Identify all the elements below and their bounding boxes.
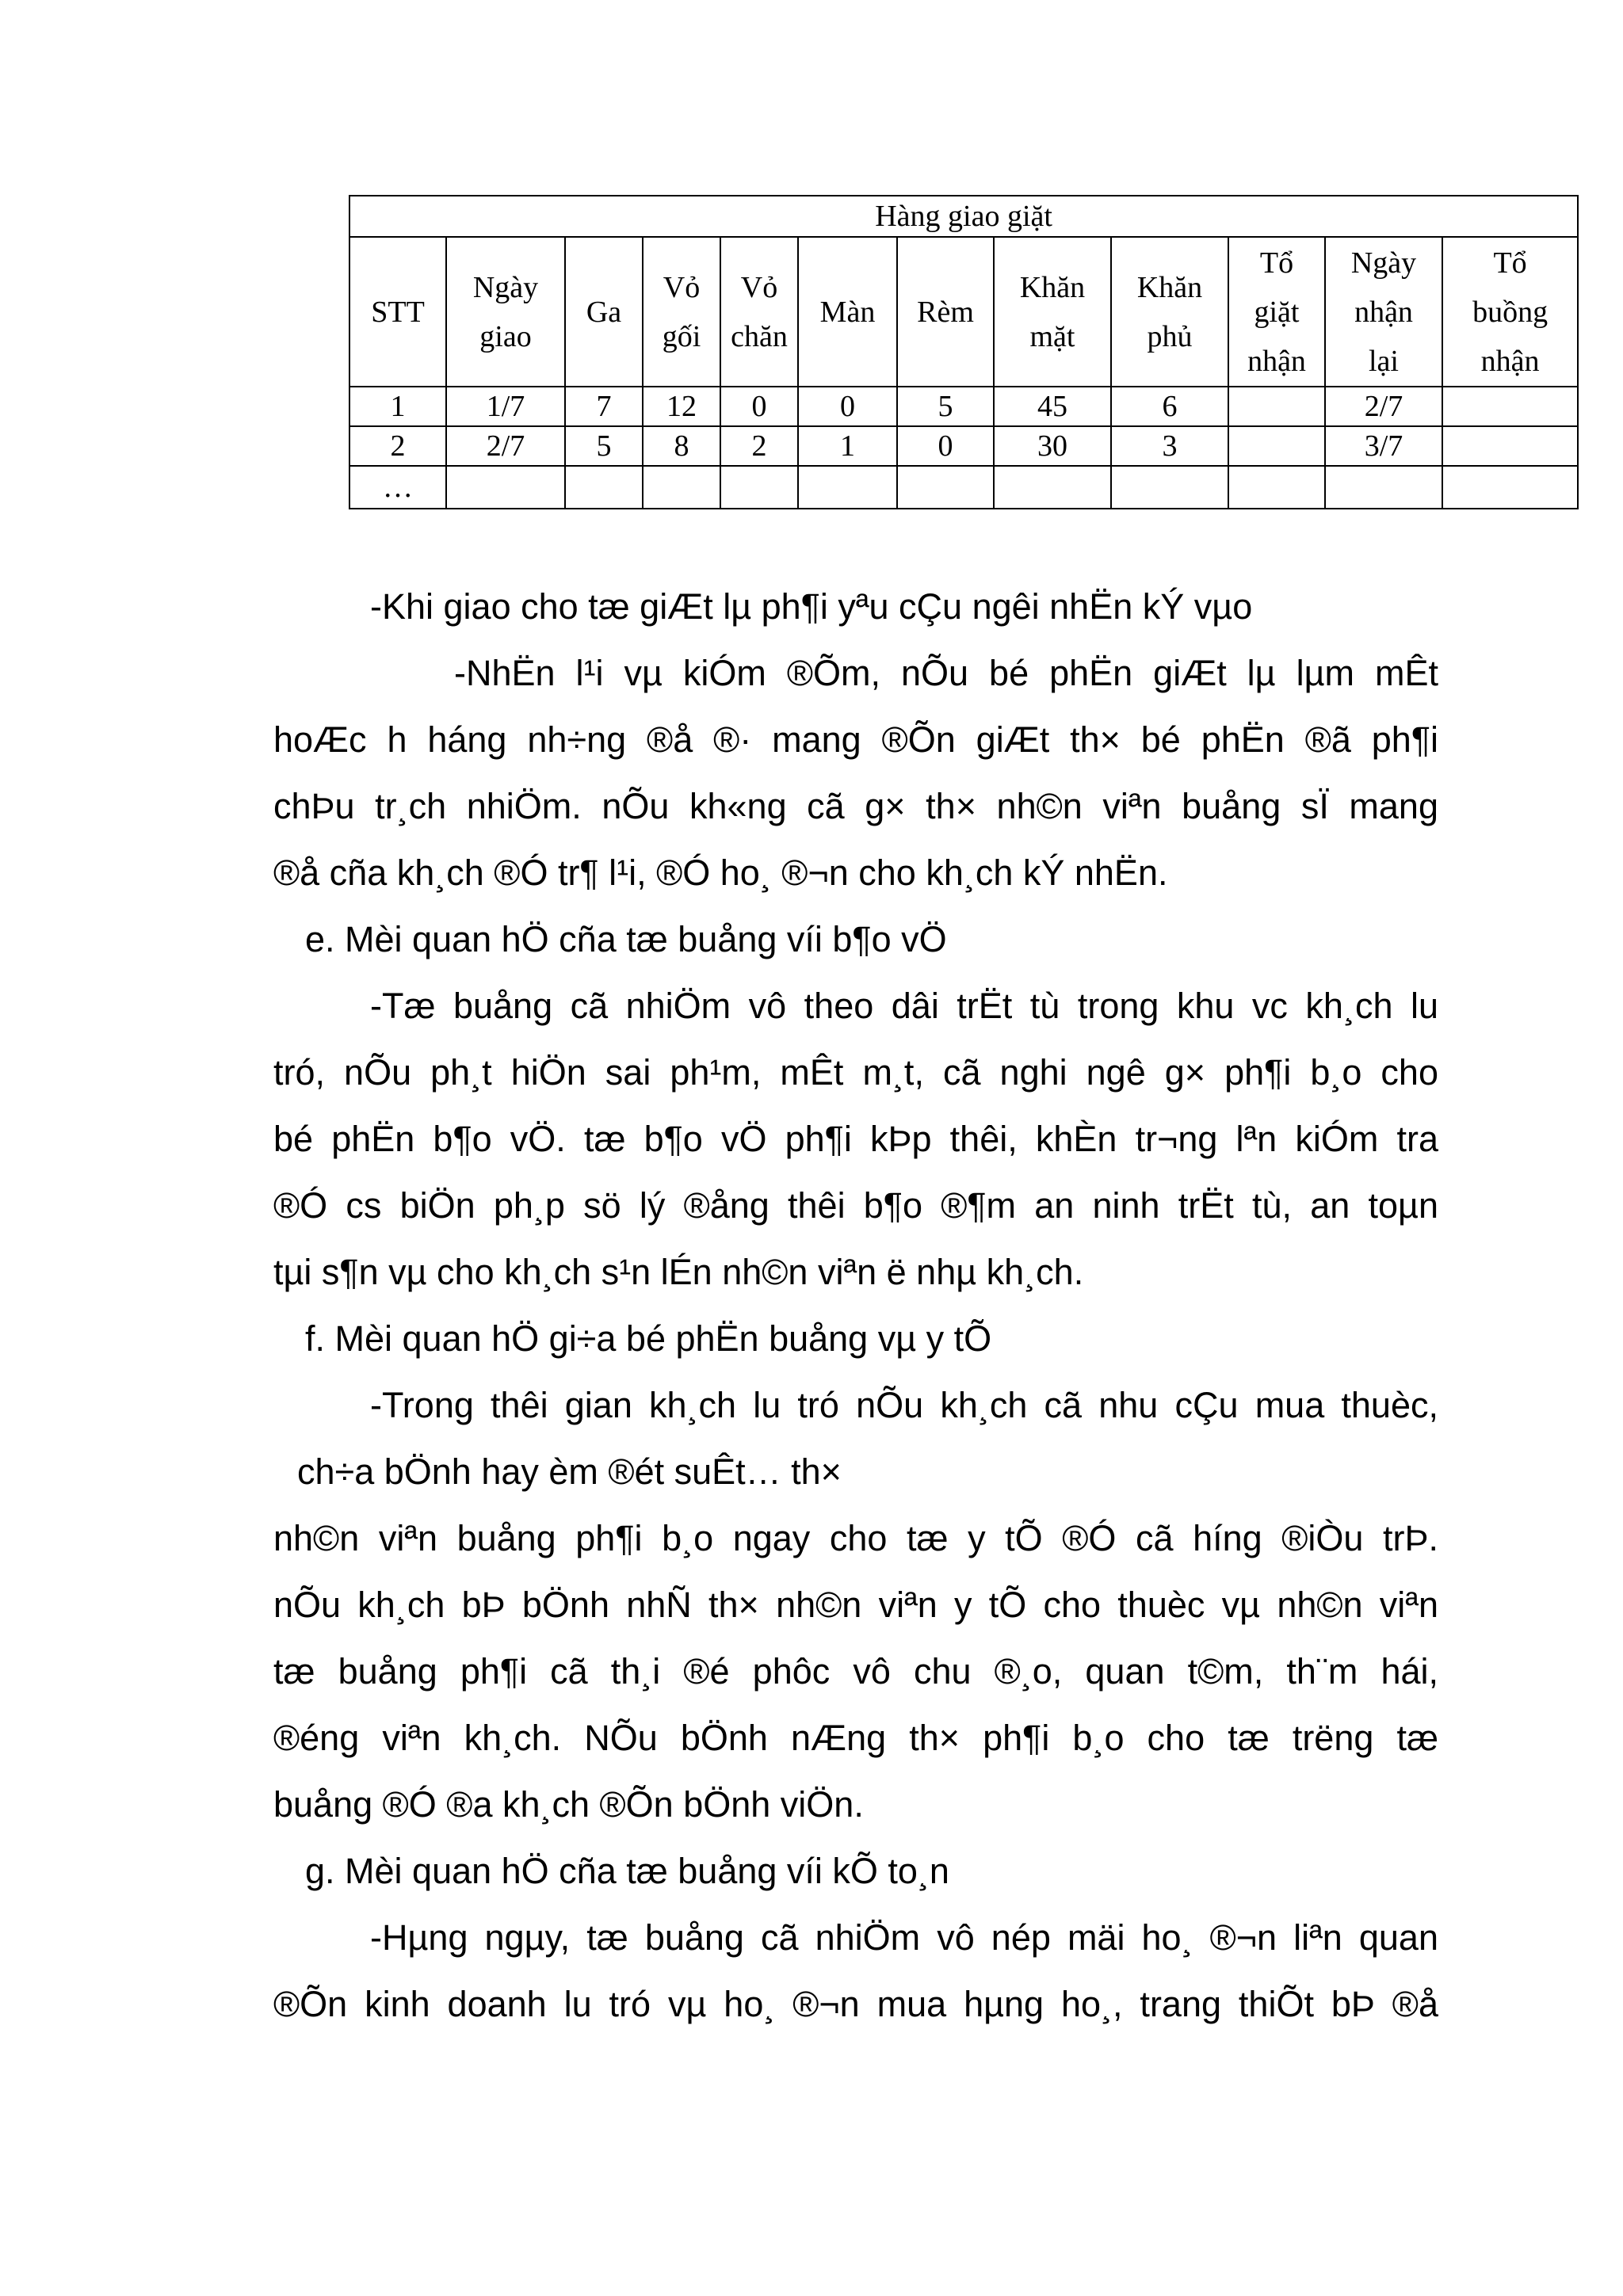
table-cell [720,466,798,509]
column-header [349,237,446,387]
paragraph: ®éng viªn kh¸ch. NÕu bÖnh nÆng th× ph¶i b¸o cho tæ trëng tæ [273,1718,1438,1758]
table-cell: 1/7 [446,387,565,426]
paragraph: ®å cña kh¸ch ®Ó tr¶ l¹i, ®Ó ho¸ ®¬n cho kh¸ch kÝ nhËn. [273,852,1168,893]
column-header [897,237,994,387]
column-header-line: Rèm [917,295,974,329]
column-header-line: nhận [1354,295,1413,329]
paragraph: ®Õn kinh doanh lu tró vµ ho¸ ®¬n mua hµng ho¸, trang thiÕt bÞ ®å [273,1984,1438,2024]
column-header-line: Ngày [472,270,539,304]
paragraph: ch÷a bÖnh hay èm ®ét suÊt… th× [297,1451,842,1492]
paragraph: tµi s¶n vµ cho kh¸ch s¹n lÉn nh©n viªn ë nhµ kh¸ch. [273,1252,1084,1292]
table-cell: 7 [565,387,643,426]
table-cell: 1 [349,387,446,426]
column-header [1111,237,1228,387]
table-cell: 5 [565,426,643,466]
column-header-line: buồng [1472,295,1549,329]
column-header-line: mặt [1029,319,1075,353]
column-header-line: chăn [731,319,788,353]
column-header-line: nhận [1247,344,1306,378]
table-cell [1111,466,1228,509]
column-header [643,237,720,387]
table-cell: 45 [994,387,1111,426]
column-header-line: Khăn [1019,270,1086,304]
column-header-line: giao [479,319,532,353]
column-header-line: Tổ [1493,246,1527,280]
column-header-line: Vỏ [740,270,778,304]
paragraph: -Tæ buång cã nhiÖm vô theo dâi trËt tù trong khu vc kh¸ch lu [370,986,1438,1026]
table-cell [798,466,897,509]
table-cell: 2/7 [446,426,565,466]
paragraph: tæ buång ph¶i cã th¸i ®é phôc vô chu ®¸o, quan t©m, th¨m hái, [273,1651,1438,1691]
table-cell: 3 [1111,426,1228,466]
table-row [349,466,1578,509]
paragraph: hoÆc h háng nh÷ng ®å ®· mang ®Õn giÆt th× bé phËn ®ã ph¶i [273,719,1438,760]
section-heading: e. Mèi quan hÖ cña tæ buång víi b¶o vÖ [305,919,947,959]
table-cell: 6 [1111,387,1228,426]
paragraph: ®Ó cs biÖn ph¸p sö lý ®ång thêi b¶o ®¶m an ninh trËt tù, an toµn [273,1185,1438,1226]
table-cell [1228,426,1325,466]
paragraph: nh©n viªn buång ph¶i b¸o ngay cho tæ y tÕ ®Ó cã híng ®iÒu trÞ. [273,1518,1438,1558]
table-cell: 5 [897,387,994,426]
table-row [349,387,1578,426]
table-cell: … [349,466,446,509]
table-cell [1325,466,1442,509]
table-cell: 2 [720,426,798,466]
paragraph: -NhËn l¹i vµ kiÓm ®Õm, nÕu bé phËn giÆt lµ lµm mÊt [454,653,1438,693]
table-cell: 2/7 [1325,387,1442,426]
table-cell: 12 [643,387,720,426]
column-header-line: STT [371,295,425,329]
table-cell: 0 [798,387,897,426]
paragraph: bé phËn b¶o vÖ. tæ b¶o vÖ ph¶i kÞp thêi, khÈn tr¬ng lªn kiÓm tra [273,1119,1438,1159]
paragraph: -Khi giao cho tæ giÆt lµ ph¶i yªu cÇu ngêi nhËn kÝ vµo [370,586,1253,627]
column-header-line: Ga [586,295,622,329]
column-header [565,237,643,387]
column-header-line: Khăn [1136,270,1203,304]
table-cell [1228,466,1325,509]
table-cell [1442,426,1578,466]
laundry-table [349,195,1579,509]
paragraph: nÕu kh¸ch bÞ bÖnh nhÑ th× nh©n viªn y tÕ cho thuèc vµ nh©n viªn [273,1585,1438,1625]
table-cell [1442,466,1578,509]
table-cell: 0 [897,426,994,466]
table-cell: 2 [349,426,446,466]
paragraph: chÞu tr¸ch nhiÖm. nÕu kh«ng cã g× th× nh©n viªn buång sÏ mang [273,786,1438,826]
section-heading: f. Mèi quan hÖ gi÷a bé phËn buång vµ y tÕ [305,1318,992,1359]
table-row [349,426,1578,466]
paragraph: -Hµng ngµy, tæ buång cã nhiÖm vô nép mäi ho¸ ®¬n liªn quan [370,1917,1438,1958]
table-cell [1442,387,1578,426]
column-header-line: giặt [1254,295,1300,329]
table-header-row [349,237,1578,387]
body-text [273,574,1438,2038]
section-heading: g. Mèi quan hÖ cña tæ buång víi kÕ to¸n [305,1851,949,1891]
column-header [720,237,798,387]
column-header [798,237,897,387]
table-cell: 30 [994,426,1111,466]
column-header [446,237,565,387]
table-cell [565,466,643,509]
column-header [1228,237,1325,387]
column-header [1325,237,1442,387]
paragraph: -Trong thêi gian kh¸ch lu tró nÕu kh¸ch cã nhu cÇu mua thuèc, [370,1385,1438,1425]
table-cell [994,466,1111,509]
table-title: Hàng giao giặt [349,196,1578,237]
column-header-line: lại [1369,344,1399,378]
column-header-line: gối [662,319,701,353]
column-header-line: Màn [819,295,876,329]
paragraph: buång ®Ó ®a kh¸ch ®Õn bÖnh viÖn. [273,1784,864,1825]
table-cell: 1 [798,426,897,466]
table-cell: 3/7 [1325,426,1442,466]
column-header-line: nhận [1480,344,1540,378]
table-cell [1228,387,1325,426]
paragraph: tró, nÕu ph¸t hiÖn sai ph¹m, mÊt m¸t, cã nghi ngê g× ph¶i b¸o cho [273,1052,1438,1093]
column-header-line: Vỏ [663,270,701,304]
table-cell [897,466,994,509]
column-header-line: Ngày [1350,246,1417,280]
table-cell: 0 [720,387,798,426]
column-header [1442,237,1578,387]
table-cell: 8 [643,426,720,466]
column-header-line: phủ [1147,319,1193,353]
column-header-line: Tổ [1259,246,1294,280]
column-header [994,237,1111,387]
table-cell [643,466,720,509]
table-cell [446,466,565,509]
